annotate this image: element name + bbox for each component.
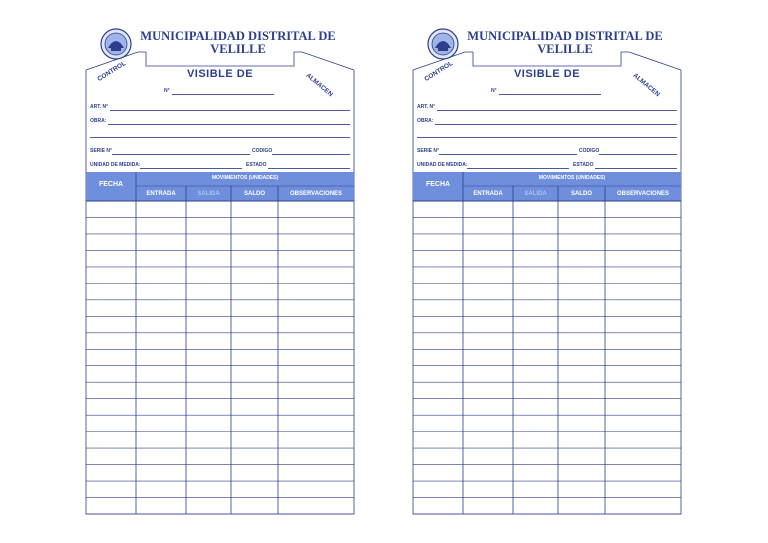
corner-label-right: ALMACEN — [631, 72, 661, 99]
number-line[interactable] — [499, 94, 601, 95]
entry-column-header: ENTRADA — [146, 191, 176, 197]
unit-label: UNIDAD DE MEDIDA: — [90, 162, 141, 168]
code-label: CODIGO — [579, 148, 600, 154]
org-name-line1: MUNICIPALIDAD DISTRITAL DE — [467, 29, 663, 43]
form-title: VISIBLE DE — [513, 68, 581, 80]
org-name-line1: MUNICIPALIDAD DISTRITAL DE — [140, 29, 336, 43]
observations-column-header: OBSERVACIONES — [616, 191, 670, 197]
work-label: OBRA: — [90, 118, 107, 124]
work-label: OBRA: — [417, 118, 434, 124]
org-name-line2: VELILLE — [210, 42, 266, 56]
stock-card-right — [413, 22, 682, 516]
code-line[interactable] — [599, 154, 677, 155]
work-line[interactable] — [435, 124, 677, 125]
article-label: ART. N° — [417, 104, 436, 110]
movements-header: MOVIMIENTOS (UNIDADES) — [538, 175, 606, 181]
series-line[interactable] — [439, 154, 577, 155]
number-label: N° — [491, 88, 497, 94]
unit-line[interactable] — [467, 168, 569, 169]
org-name-line2: VELILLE — [537, 42, 593, 56]
entry-column-header: ENTRADA — [473, 191, 503, 197]
org-name — [138, 30, 338, 56]
unit-label: UNIDAD DE MEDIDA: — [417, 162, 468, 168]
ledger-grid[interactable] — [86, 172, 355, 516]
article-label: ART. N° — [90, 104, 109, 110]
balance-column-header: SALDO — [244, 191, 265, 197]
series-label: SERIE N° — [90, 148, 113, 154]
number-line[interactable] — [172, 94, 274, 95]
work-line-2[interactable] — [417, 137, 677, 138]
balance-column-header: SALDO — [571, 191, 592, 197]
exit-column-header: SALIDA — [524, 191, 547, 197]
code-line[interactable] — [272, 154, 350, 155]
municipal-seal-icon — [427, 28, 459, 60]
status-line[interactable] — [268, 168, 350, 169]
movements-header: MOVIMIENTOS (UNIDADES) — [211, 175, 279, 181]
stock-card-left — [86, 22, 355, 516]
municipal-seal-icon — [100, 28, 132, 60]
ledger-grid[interactable] — [413, 172, 682, 516]
date-header: FECHA — [425, 181, 451, 188]
article-line[interactable] — [110, 110, 350, 111]
exit-column-header: SALIDA — [197, 191, 220, 197]
series-line[interactable] — [112, 154, 250, 155]
article-line[interactable] — [437, 110, 677, 111]
work-line-2[interactable] — [90, 137, 350, 138]
unit-line[interactable] — [140, 168, 242, 169]
corner-label-right: ALMACEN — [304, 72, 334, 99]
date-header: FECHA — [98, 181, 124, 188]
number-label: N° — [164, 88, 170, 94]
series-label: SERIE N° — [417, 148, 440, 154]
status-line[interactable] — [595, 168, 677, 169]
status-label: ESTADO — [246, 162, 267, 168]
form-title: VISIBLE DE — [186, 68, 254, 80]
status-label: ESTADO — [573, 162, 594, 168]
work-line[interactable] — [108, 124, 350, 125]
code-label: CODIGO — [252, 148, 273, 154]
corner-label-left: CONTROL — [96, 60, 128, 83]
org-name — [465, 30, 665, 56]
corner-label-left: CONTROL — [423, 60, 455, 83]
observations-column-header: OBSERVACIONES — [289, 191, 343, 197]
